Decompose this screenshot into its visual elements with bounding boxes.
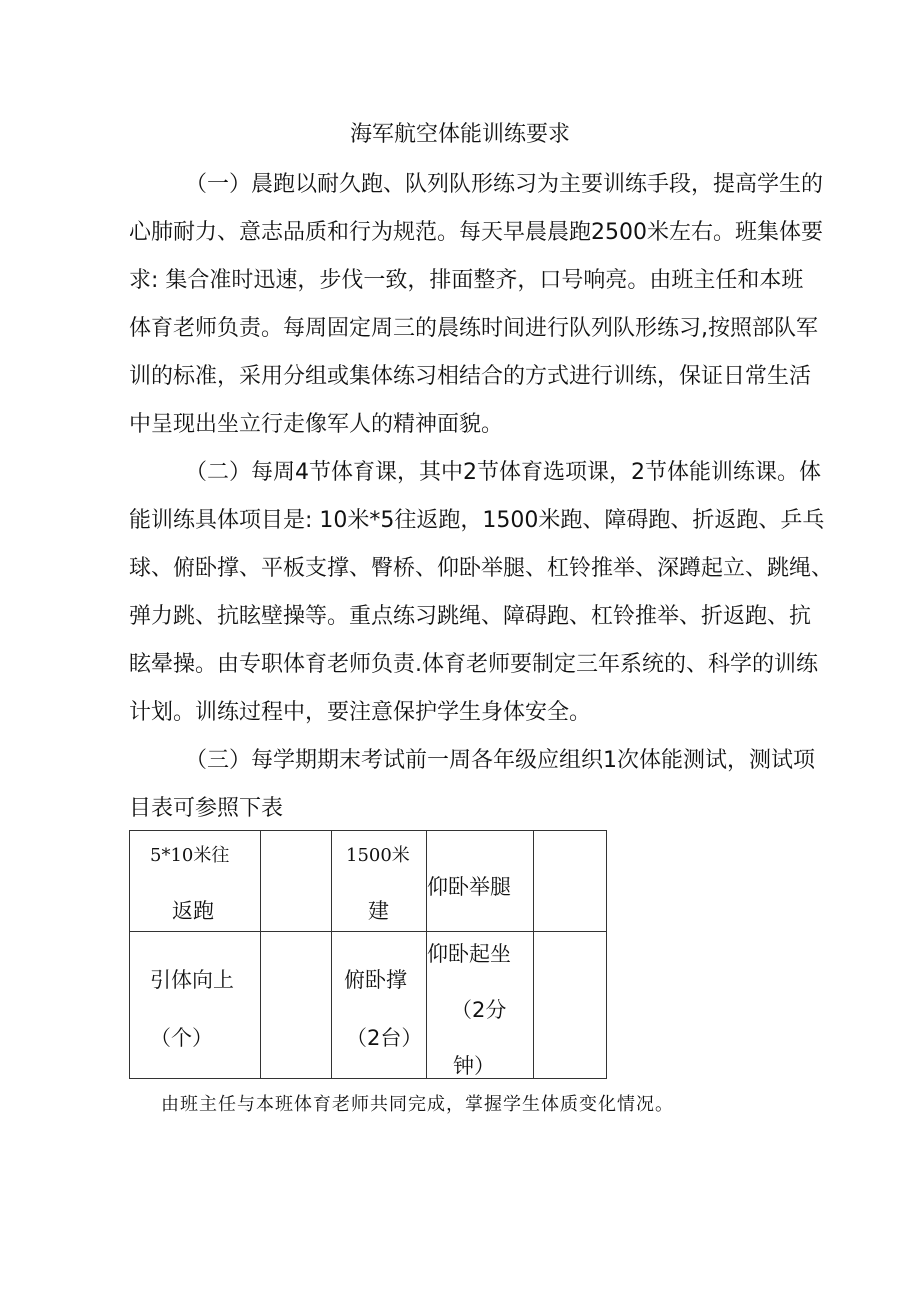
cell-text: 仰卧起坐 [427,942,511,966]
table-cell [534,932,607,1079]
table-cell [261,831,332,932]
table-cell [427,932,534,1079]
paragraph-1-line-5: 训的标准，采用分组或集体练习相结合的方式进行训练，保证日常生活 [129,364,812,389]
cell-text: （2分 [451,998,507,1022]
table-cell [427,831,534,932]
table-cell [332,831,427,932]
paragraph-3-line-1: （三）每学期期末考试前一周各年级应组织1次体能测试，测试项 [185,748,815,773]
cell-text: 建 [368,899,389,923]
cell-text: 俯卧撑 [344,968,407,992]
table-cell [534,831,607,932]
footer-note: 由班主任与本班体育老师共同完成，掌握学生体质变化情况。 [161,1094,674,1115]
paragraph-2-line-6: 计划。训练过程中，要注意保护学生身体安全。 [129,700,592,725]
paragraph-3-line-2: 目表可参照下表 [129,796,284,821]
cell-text: （2台） [346,1026,423,1050]
paragraph-1-line-3: 求: 集合准时迅速，步伐一致，排面整齐，口号响亮。由班主任和本班 [129,268,804,293]
paragraph-2-line-1: （二）每周4节体育课，其中2节体育选项课，2节体能训练课。体 [185,460,821,485]
cell-text: 引体向上 [150,968,234,992]
cell-text: 1500米 [346,845,410,866]
paragraph-2-line-3: 球、俯卧撑、平板支撑、臀桥、仰卧举腿、杠铃推举、深蹲起立、跳绳、 [129,556,834,581]
table-row [130,932,607,1079]
cell-text: 返跑 [172,899,214,923]
cell-text: 仰卧举腿 [427,875,511,899]
table-cell [130,831,261,932]
cell-text: 钟） [453,1054,495,1078]
paragraph-2-line-5: 眩晕操。由专职体育老师负责.体育老师要制定三年系统的、科学的训练 [129,652,818,677]
paragraph-1-line-2: 心肺耐力、意志品质和行为规范。每天早晨晨跑2500米左右。班集体要 [129,220,823,245]
cell-text: （个） [150,1026,213,1050]
table-cell [130,932,261,1079]
fitness-test-table [129,830,607,1079]
paragraph-2-line-2: 能训练具体项目是: 10米*5往返跑，1500米跑、障碍跑、折返跑、乒乓 [129,508,825,533]
cell-text: 5*10米往 [150,845,230,866]
document-title: 海军航空体能训练要求 [349,122,570,147]
paragraph-1-line-4: 体育老师负责。每周固定周三的晨练时间进行队列队形练习,按照部队军 [129,316,818,341]
table-cell [332,932,427,1079]
paragraph-2-line-4: 弹力跳、抗眩壁操等。重点练习跳绳、障碍跑、杠铃推举、折返跑、抗 [129,604,812,629]
table-row [130,831,607,932]
paragraph-1-line-6: 中呈现出坐立行走像军人的精神面貌。 [129,412,504,437]
paragraph-1-line-1: （一）晨跑以耐久跑、队列队形练习为主要训练手段，提高学生的 [185,172,824,197]
table-cell [261,932,332,1079]
